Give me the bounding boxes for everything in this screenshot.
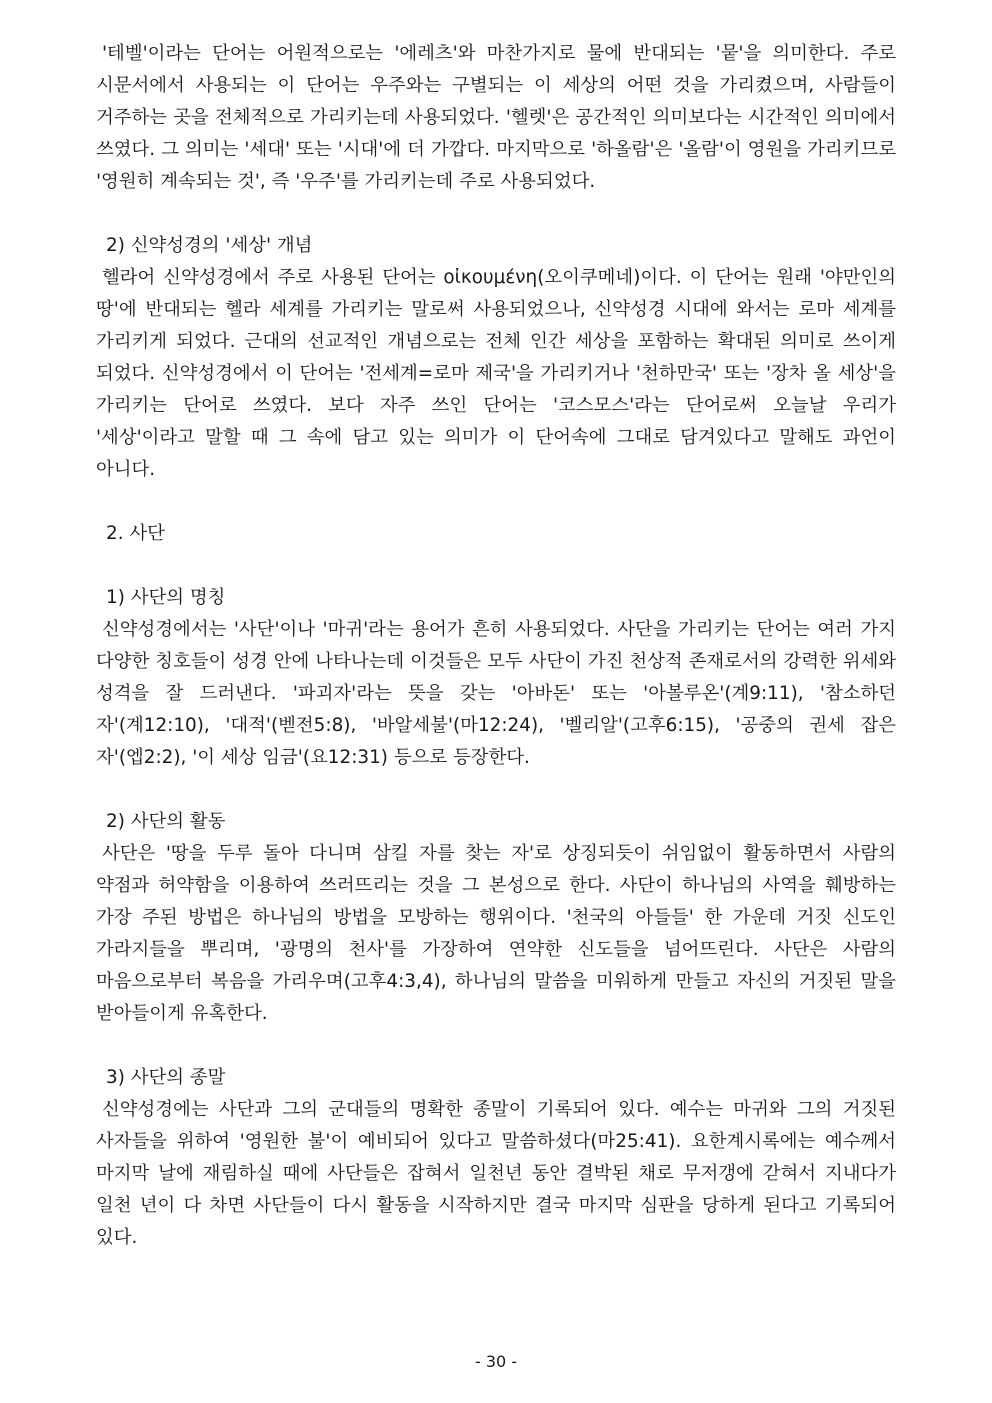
body-paragraph: 사단은 '땅을 두루 돌아 다니며 삼킬 자를 찾는 자'로 상징되듯이 쉬임없이 활동하면서 사람의 약점과 허약함을 이용하여 쓰러뜨리는 것을 그 본성으로 한다. 사단이 하나님의 사역을 훼방하는 가장 주된 방법은 하나님의 방법을 모방하는 행위이다. '천국의 아들들' 한 가운데 거짓 신도인 가라지들을 뿌리며, '광명의 천사'를 가장하여 연약한 신도들을 넘어뜨린다. 사단은 사람의 마음으로부터 복음을 가리우며(고후4:3,4), 하나님의 말씀을 미워하게 만들고 자신의 거짓된 말을 받아들이게 유혹한다. (96, 843, 897, 1024)
section-heading: 2) 신약성경의 '세상' 개념 (106, 235, 313, 256)
document-page (96, 38, 896, 1254)
body-paragraph: 헬라어 신약성경에서 주로 사용된 단어는 οἰκουμένη(오이쿠메네)이다. 이 단어는 원래 '야만인의 땅'에 반대되는 헬라 세계를 가리키는 말로써 사용되었으나, 신약성경 시대에 와서는 로마 세계를 가리키게 되었다. 근대의 선교적인 개념으로는 전체 인간 세상을 포함하는 확대된 의미로 쓰이게 되었다. 신약성경에서 이 단어는 '전세계=로마 제국'을 가리키거나 '천하만국' 또는 '장차 올 세상'을 가리키는 단어로 쓰였다. 보다 자주 쓰인 단어는 '코스모스'라는 단어로써 오늘날 우리가 '세상'이라고 말할 때 그 속에 담고 있는 의미가 이 단어속에 그대로 담겨있다고 말해도 과언이 아니다. (96, 267, 896, 480)
body-paragraph: 신약성경에서는 '사단'이나 '마귀'라는 용어가 흔히 사용되었다. 사단을 가리키는 단어는 여러 가지 다양한 칭호들이 성경 안에 나타나는데 이것들은 모두 사단이 가진 천상적 존재로서의 강력한 위세와 성격을 잘 드러낸다. '파괴자'라는 뜻을 갖는 '아바돈' 또는 '아볼루온'(계9:11), '참소하던 자'(계12:10), '대적'(벧전5:8), '바알세불'(마12:24), '벨리알'(고후6:15), '공중의 권세 잡은 자'(엡2:2), '이 세상 임금'(요12:31) 등으로 등장한다. (96, 619, 896, 768)
section-heading: 1) 사단의 명칭 (106, 587, 226, 608)
body-paragraph: '테벨'이라는 단어는 어원적으로는 '에레츠'와 마찬가지로 물에 반대되는 '뭍'을 의미한다. 주로 시문서에서 사용되는 이 단어는 우주와는 구별되는 이 세상의 어떤 것을 가리켰으며, 사람들이 거주하는 곳을 전체적으로 가리키는데 사용되었다. '헬렛'은 공간적인 의미보다는 시간적인 의미에서 쓰였다. 그 의미는 '세대' 또는 '시대'에 더 가깝다. 마지막으로 '하올람'은 '올람'이 영원을 가리키므로 '영원히 계속되는 것', 즉 '우주'를 가리키는데 주로 사용되었다. (96, 43, 896, 192)
body-paragraph: 신약성경에는 사단과 그의 군대들의 명확한 종말이 기록되어 있다. 예수는 마귀와 그의 거짓된 사자들을 위하여 '영원한 불'이 예비되어 있다고 말씀하셨다(마25:41). 요한계시록에는 예수께서 마지막 날에 재림하실 때에 사단들은 잡혀서 일천년 동안 결박된 채로 무저갱에 갇혀서 지내다가 일천 년이 다 차면 사단들이 다시 활동을 시작하지만 결국 마지막 심판을 당하게 된다고 기록되어 있다. (96, 1099, 897, 1248)
section-heading: 3) 사단의 종말 (106, 1067, 226, 1088)
section-heading: 2) 사단의 활동 (106, 811, 226, 832)
page-number: - 30 - (474, 1352, 518, 1371)
chapter-heading: 2. 사단 (106, 523, 165, 544)
